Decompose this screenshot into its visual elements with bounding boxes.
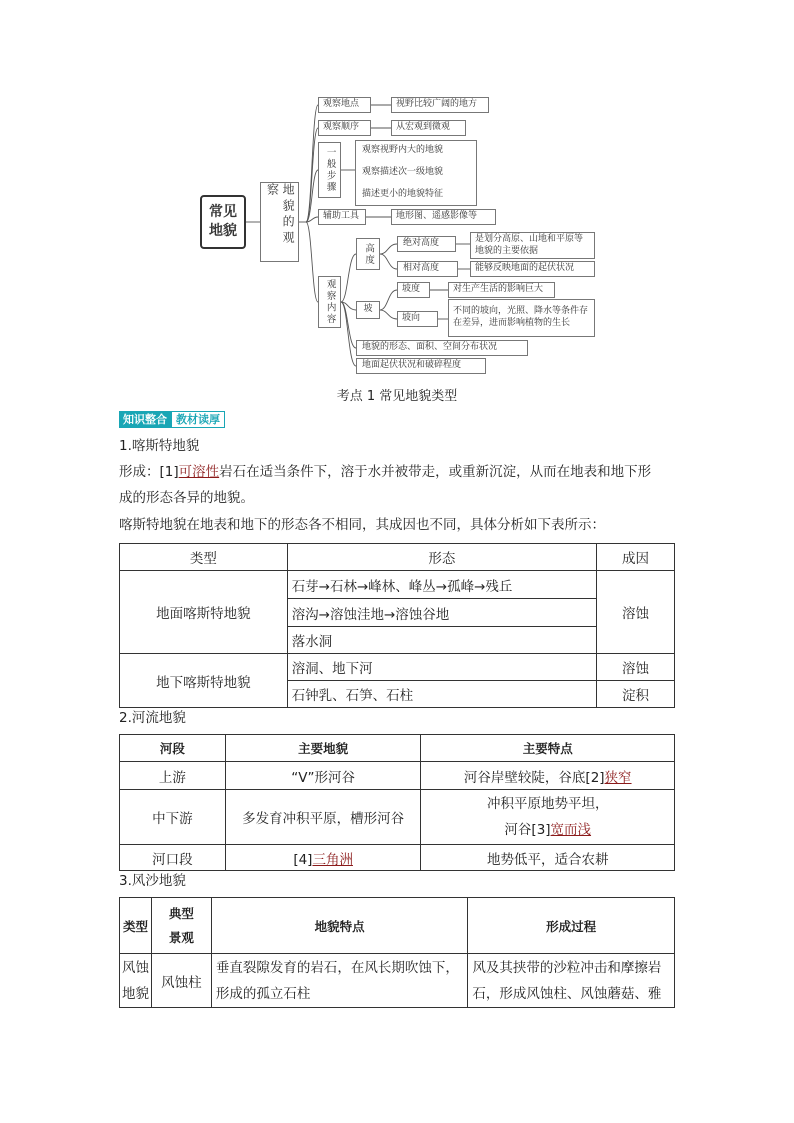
table-header: 河段 — [120, 735, 226, 762]
segment-estuary: 河口段 — [120, 845, 226, 871]
node-steps-list — [355, 140, 477, 206]
section3-title: 3.风沙地貌 — [119, 873, 186, 889]
table-row — [120, 762, 675, 790]
node-slope-label: 坡 — [363, 304, 373, 315]
feature-midstream — [421, 790, 675, 845]
feature-midstream-text: 河谷[3] — [504, 822, 551, 838]
node-slope — [356, 301, 380, 319]
node-tools-label: 辅助工具 — [323, 211, 360, 222]
formation-prefix: 形成：[1] — [119, 464, 179, 480]
wind-process: 风及其挟带的沙粒冲击和摩擦岩石，形成风蚀柱、风蚀蘑菇、雅 — [468, 954, 675, 1008]
node-abs-height-desc-label: 是划分高原、山地和平原等地貌的主要依据 — [475, 233, 584, 256]
node-content — [318, 276, 341, 328]
node-observe-order-label: 观察顺序 — [323, 122, 360, 133]
table-row — [120, 790, 675, 845]
under-form-2: 石钟乳、石笋、石柱 — [287, 681, 596, 708]
segment-midstream: 中下游 — [120, 790, 226, 845]
answer-2: 狭窄 — [604, 769, 632, 786]
karst-table — [119, 543, 675, 708]
node-slope-degree — [397, 282, 430, 298]
table-row — [120, 954, 675, 1008]
surface-type: 地面喀斯特地貌 — [120, 571, 288, 654]
feature-upstream-text: 河谷岸壁较陡，谷底[2] — [463, 769, 605, 786]
node-content-label: 观察内容 — [324, 279, 336, 325]
surface-form-2: 溶沟→溶蚀洼地→溶蚀谷地 — [287, 599, 596, 627]
surface-form-3: 落水洞 — [287, 627, 596, 654]
node-observe-order-desc — [391, 120, 466, 136]
badge-right: 教材读厚 — [171, 411, 225, 428]
node-rel-height-label: 相对高度 — [403, 263, 440, 274]
table-header: 主要地貌 — [225, 735, 421, 762]
table-header-row — [120, 735, 675, 762]
step-2: 观察描述次一级地貌 — [362, 167, 444, 178]
river-table — [119, 734, 675, 871]
table-row — [120, 571, 675, 599]
node-slope-degree-label: 坡度 — [402, 284, 421, 295]
landform-upstream: “V”形河谷 — [225, 762, 421, 790]
node-slope-aspect-desc-label: 不同的坡向，光照、降水等条件存在差异，进而影响植物的生长 — [453, 306, 589, 328]
badge-left: 知识整合 — [119, 411, 171, 428]
table-header: 类型 — [120, 544, 288, 571]
table-header: 地貌特点 — [211, 898, 467, 954]
table-header: 类型 — [120, 898, 152, 954]
table-row — [120, 654, 675, 681]
segment-upstream: 上游 — [120, 762, 226, 790]
node-steps-label: 一般步骤 — [324, 147, 336, 193]
section-caption: 考点 1 常见地貌类型 — [336, 389, 458, 404]
node-tools-desc-label: 地形图、遥感影像等 — [396, 211, 478, 222]
node-slope-aspect — [397, 311, 438, 327]
mindmap-level1-label: 地貌的观察 — [265, 183, 296, 247]
node-abs-height-label: 绝对高度 — [403, 238, 440, 249]
table-header: 成因 — [597, 544, 675, 571]
table-header: 主要特点 — [421, 735, 675, 762]
node-abs-height — [397, 236, 456, 252]
answer-4: 三角洲 — [312, 851, 353, 868]
node-slope-aspect-desc — [448, 299, 595, 337]
wind-type: 风蚀地貌 — [120, 954, 152, 1008]
under-type: 地下喀斯特地貌 — [120, 654, 288, 708]
node-content-item1-label: 地貌的形态、面积、空间分布状况 — [362, 342, 498, 353]
mindmap-root — [200, 195, 246, 249]
wind-table — [119, 897, 675, 1008]
node-tools — [318, 209, 366, 225]
table-header-row — [120, 898, 675, 954]
section2-title: 2.河流地貌 — [119, 710, 186, 726]
node-rel-height-desc — [470, 261, 595, 277]
node-observe-place-label: 观察地点 — [323, 99, 360, 110]
answer-1: 可溶性 — [178, 464, 220, 480]
section1-formation — [119, 462, 651, 482]
node-slope-degree-desc-label: 对生产生活的影响巨大 — [453, 284, 544, 295]
table-header-row — [120, 544, 675, 571]
section1-formation-line2: 成的形态各异的地貌。 — [119, 490, 254, 506]
mindmap-root-label: 常见地貌 — [209, 204, 237, 239]
under-cause-2: 淀积 — [597, 681, 675, 708]
node-rel-height — [397, 261, 458, 277]
node-observe-order-desc-label: 从宏观到微观 — [396, 122, 451, 133]
landform-estuary — [225, 845, 421, 871]
mindmap-level1 — [260, 182, 299, 262]
node-height — [356, 238, 380, 270]
wind-landscape: 风蚀柱 — [151, 954, 211, 1008]
surface-cause: 溶蚀 — [597, 571, 675, 654]
answer-3: 宽而浅 — [550, 822, 592, 838]
node-steps — [318, 142, 341, 198]
node-observe-place-desc-label: 视野比较广阔的地方 — [396, 99, 478, 110]
node-content-item2-label: 地面起伏状况和破碎程度 — [362, 360, 462, 371]
table-header: 形成过程 — [468, 898, 675, 954]
surface-form-1: 石芽→石林→峰林、峰丛→孤峰→残丘 — [287, 571, 596, 599]
under-cause-1: 溶蚀 — [597, 654, 675, 681]
landform-estuary-prefix: [4] — [293, 851, 313, 868]
feature-estuary: 地势低平，适合农耕 — [421, 845, 675, 871]
node-tools-desc — [391, 209, 496, 225]
under-form-1: 溶洞、地下河 — [287, 654, 596, 681]
node-abs-height-desc — [470, 232, 595, 259]
section1-intro: 喀斯特地貌在地表和地下的形态各不相同，其成因也不同，具体分析如下表所示： — [119, 517, 605, 533]
node-observe-place-desc — [391, 97, 489, 113]
node-height-label: 高度 — [363, 242, 375, 266]
knowledge-badge — [119, 411, 225, 428]
node-slope-degree-desc — [448, 282, 555, 298]
step-1: 观察视野内大的地貌 — [362, 145, 444, 155]
node-observe-place — [318, 97, 371, 113]
formation-text: 岩石在适当条件下，溶于水并被带走，或重新沉淀，从而在地表和地下形 — [219, 464, 652, 480]
node-slope-aspect-label: 坡向 — [402, 313, 421, 324]
table-header: 典型景观 — [151, 898, 211, 954]
node-content-item2 — [356, 358, 486, 374]
table-header: 形态 — [287, 544, 596, 571]
node-content-item1 — [356, 340, 528, 356]
node-observe-order — [318, 120, 371, 136]
step-3: 描述更小的地貌特征 — [362, 189, 444, 200]
table-row — [120, 845, 675, 871]
landform-midstream: 多发育冲积平原，槽形河谷 — [225, 790, 421, 845]
node-rel-height-desc-label: 能够反映地面的起伏状况 — [475, 263, 575, 274]
feature-midstream-line1: 冲积平原地势平坦， — [486, 796, 609, 812]
feature-upstream — [421, 762, 675, 790]
wind-feature: 垂直裂隙发育的岩石，在风长期吹蚀下，形成的孤立石柱 — [211, 954, 467, 1008]
section1-title: 1.喀斯特地貌 — [119, 438, 200, 454]
